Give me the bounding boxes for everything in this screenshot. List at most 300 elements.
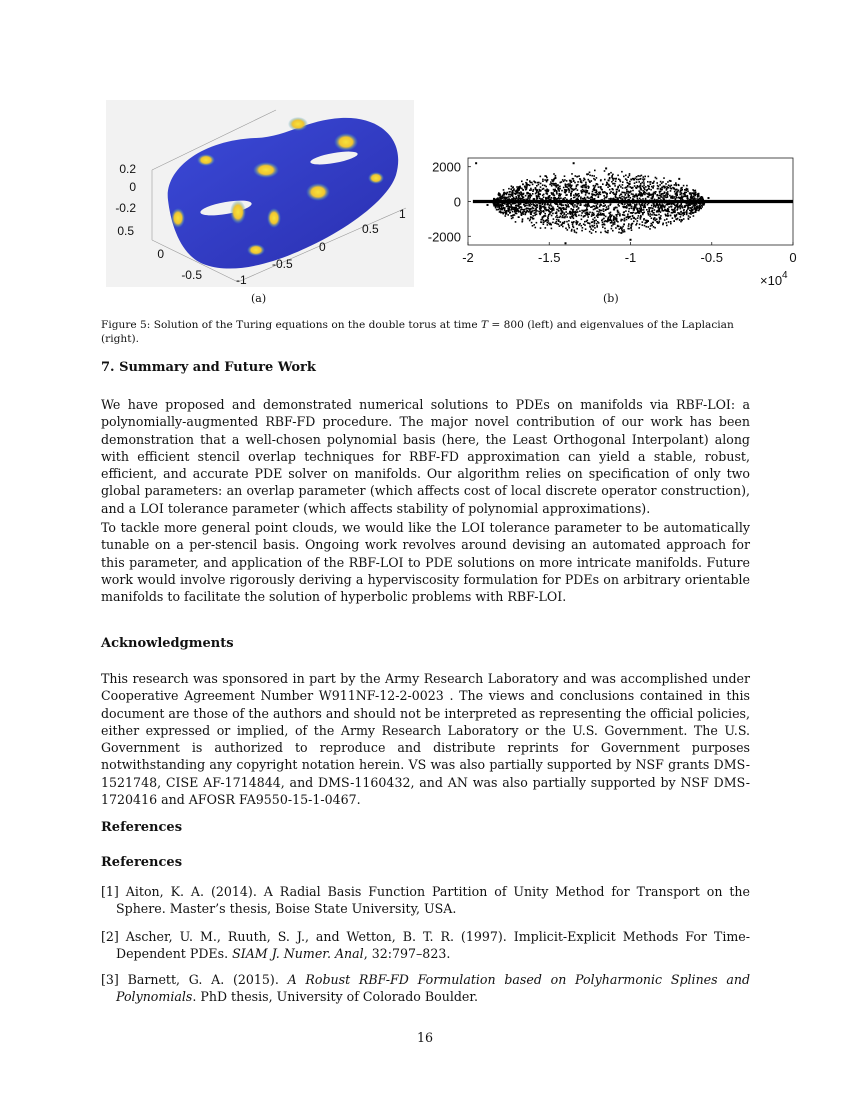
data-point [495,204,497,206]
data-point [674,210,676,212]
data-point [549,213,551,215]
data-point [559,225,561,227]
data-point [618,190,620,192]
data-point [556,223,558,225]
data-point [603,195,605,197]
data-point [538,184,540,186]
data-point [532,215,534,217]
data-point [562,179,564,181]
reference-item [101,928,750,963]
data-point [511,215,513,217]
data-point [622,187,624,189]
data-point [602,224,604,226]
y-tick-label: -2000 [427,229,461,245]
data-point [579,178,581,180]
data-point [657,204,659,206]
data-point [644,207,646,209]
data-point [533,205,535,207]
data-point [576,186,578,188]
data-point [638,211,640,213]
data-point [691,195,693,197]
eigenvalue-scatter [416,150,806,290]
data-point [596,223,598,225]
data-point [636,204,638,206]
data-point [501,204,503,206]
outlier-point [565,242,567,244]
data-point [581,225,583,227]
data-point [639,208,641,210]
data-point [626,189,628,191]
data-point [520,209,522,211]
data-point [560,182,562,184]
data-point [569,183,571,185]
data-point [624,203,626,205]
data-point [675,218,677,220]
data-point [655,191,657,193]
data-point [684,196,686,198]
data-point [638,227,640,229]
data-point [604,228,606,230]
data-point [612,224,614,226]
data-point [582,191,584,193]
data-point [660,204,662,206]
data-point [522,220,524,222]
data-point [675,193,677,195]
data-point [662,193,664,195]
data-point [653,185,655,187]
outlier-point [695,211,697,213]
data-point [560,221,562,223]
data-point [594,208,596,210]
data-point [516,198,518,200]
data-point [532,225,534,227]
data-point [608,173,610,175]
data-point [650,189,652,191]
data-point [555,203,557,205]
data-point [569,190,571,192]
data-point [601,210,603,212]
data-point [546,177,548,179]
data-point [587,197,589,199]
data-point [571,229,573,231]
data-point [556,215,558,217]
data-point [534,181,536,183]
reference-item [101,883,750,918]
data-point [561,210,563,212]
data-point [507,205,509,207]
data-point [680,216,682,218]
data-point [665,194,667,196]
data-point [644,194,646,196]
data-point [649,215,651,217]
data-point [632,194,634,196]
x-tick-label: -2 [462,250,474,265]
data-point [537,206,539,208]
data-point [515,190,517,192]
data-point [594,220,596,222]
data-point [618,178,620,180]
data-point [651,214,653,216]
data-point [594,227,596,229]
data-point [507,214,509,216]
data-point [648,226,650,228]
data-point [660,181,662,183]
data-point [642,213,644,215]
data-point [626,219,628,221]
data-point [640,207,642,209]
data-point [642,190,644,192]
data-point [558,197,560,199]
data-point [699,207,701,209]
data-point [629,195,631,197]
data-point [565,228,567,230]
data-point [557,204,559,206]
data-point [549,195,551,197]
data-point [610,217,612,219]
y-tick-label: -0.5 [181,268,202,282]
data-point [688,207,690,209]
data-point [577,221,579,223]
data-point [615,195,617,197]
data-point [697,195,699,197]
data-point [700,205,702,207]
data-point [614,185,616,187]
data-point [525,199,527,201]
data-point [624,219,626,221]
data-point [696,198,698,200]
data-point [647,196,649,198]
data-point [628,204,630,206]
data-point [614,209,616,211]
x-tick-label: 0.5 [362,222,379,236]
data-point [664,219,666,221]
data-point [603,210,605,212]
data-point [508,196,510,198]
data-point [680,187,682,189]
data-point [509,206,511,208]
data-point [526,192,528,194]
data-point [648,188,650,190]
data-point [543,222,545,224]
data-point [511,192,513,194]
data-point [692,209,694,211]
data-point [643,182,645,184]
data-point [565,208,567,210]
data-point [596,189,598,191]
data-point [637,196,639,198]
data-point [525,195,527,197]
data-point [542,195,544,197]
data-point [686,214,688,216]
data-point [581,212,583,214]
data-point [670,223,672,225]
data-point [587,206,589,208]
data-point [607,208,609,210]
data-point [628,216,630,218]
data-point [611,181,613,183]
outlier-point [605,167,607,169]
data-point [557,206,559,208]
data-point [584,179,586,181]
data-point [529,220,531,222]
data-point [515,212,517,214]
data-point [578,193,580,195]
data-point [638,181,640,183]
data-point [594,222,596,224]
data-point [643,187,645,189]
data-point [566,221,568,223]
data-point [670,215,672,217]
data-point [639,203,641,205]
data-point [607,217,609,219]
data-point [627,214,629,216]
data-point [540,186,542,188]
data-point [630,197,632,199]
caption-prefix: Figure 5: Solution of the Turing equations on the double torus at time [101,319,481,331]
x-tick-label: -1.5 [538,250,561,265]
data-point [529,197,531,199]
data-point [514,209,516,211]
data-point [616,198,618,200]
data-point [625,186,627,188]
data-point [676,195,678,197]
outlier-point [573,162,575,164]
outlier-point [487,204,489,206]
data-point [612,179,614,181]
data-point [600,194,602,196]
data-point [638,179,640,181]
data-point [620,186,622,188]
data-point [522,211,524,213]
data-point [587,190,589,192]
data-point [639,185,641,187]
data-point [669,180,671,182]
data-point [590,206,592,208]
data-point [548,215,550,217]
data-point [529,194,531,196]
data-point [545,190,547,192]
data-point [563,223,565,225]
data-point [694,204,696,206]
data-point [581,186,583,188]
data-point [631,225,633,227]
data-point [633,217,635,219]
data-point [506,211,508,213]
reference-text: [2] Ascher, U. M., Ruuth, S. J., and Wetton, B. T. R. (1997). Implicit-Explicit Methods For Time-Dependent PDEs. [101,929,750,962]
data-point [678,184,680,186]
data-point [695,192,697,194]
data-point [570,198,572,200]
data-point [696,203,698,205]
data-point [686,185,688,187]
x-tick-label: -1 [236,273,247,287]
data-point [682,196,684,198]
reference-details: , 32:797–823. [363,946,451,962]
data-point [588,197,590,199]
data-point [657,221,659,223]
data-point [574,189,576,191]
data-point [568,185,570,187]
data-point [604,224,606,226]
reference-journal: SIAM J. Numer. Anal [232,946,364,962]
data-point [543,188,545,190]
data-point [521,207,523,209]
data-point [521,195,523,197]
data-point [616,189,618,191]
data-point [537,182,539,184]
data-point [553,195,555,197]
data-point [551,215,553,217]
data-point [561,190,563,192]
y-tick-label: 0 [157,247,164,261]
data-point [609,220,611,222]
data-point [691,211,693,213]
data-point [576,228,578,230]
data-point [688,215,690,217]
data-point [642,198,644,200]
data-point [573,178,575,180]
data-point [568,225,570,227]
data-point [589,226,591,228]
data-point [582,227,584,229]
data-point [557,217,559,219]
data-point [585,204,587,206]
data-point [610,198,612,200]
data-point [620,181,622,183]
data-point [647,204,649,206]
data-point [539,206,541,208]
data-point [576,232,578,234]
data-point [571,222,573,224]
data-point [531,208,533,210]
data-point [504,196,506,198]
data-point [501,209,503,211]
data-point [534,212,536,214]
data-point [583,216,585,218]
data-point [633,209,635,211]
data-point [558,220,560,222]
data-point [551,228,553,230]
data-point [614,183,616,185]
data-point [498,206,500,208]
data-point [694,193,696,195]
data-point [517,198,519,200]
data-point [680,211,682,213]
data-point [509,212,511,214]
data-point [536,222,538,224]
data-point [585,228,587,230]
data-point [536,185,538,187]
data-point [559,204,561,206]
data-point [589,223,591,225]
data-point [596,205,598,207]
data-point [641,209,643,211]
data-point [654,227,656,229]
data-point [578,207,580,209]
data-point [622,184,624,186]
data-point [610,172,612,174]
x-tick-label: 0 [319,240,326,254]
data-point [564,189,566,191]
reference-title: A Robust RBF-FD Formulation based on Polyharmonic Splines and Polynomials [116,972,751,1005]
data-point [569,212,571,214]
data-point [511,206,513,208]
data-point [522,218,524,220]
data-point [561,224,563,226]
data-point [510,194,512,196]
data-point [643,184,645,186]
data-point [600,213,602,215]
data-point [620,194,622,196]
data-point [639,224,641,226]
data-point [550,203,552,205]
data-point [573,221,575,223]
data-point [540,183,542,185]
data-point [653,203,655,205]
data-point [604,204,606,206]
data-point [586,192,588,194]
outlier-point [678,178,680,180]
data-point [679,219,681,221]
data-point [605,216,607,218]
reference-text: [3] Barnett, G. A. (2015). [101,972,288,987]
data-point [565,211,567,213]
outlier-point [508,209,510,211]
data-point [659,203,661,205]
data-point [656,214,658,216]
data-point [523,213,525,215]
data-point [524,211,526,213]
references-subheading: References [101,855,183,870]
data-point [536,204,538,206]
data-point [624,218,626,220]
data-point [584,221,586,223]
data-point [672,212,674,214]
data-point [564,179,566,181]
data-point [535,211,537,213]
data-point [542,180,544,182]
data-point [540,212,542,214]
data-point [622,231,624,233]
data-point [663,177,665,179]
data-point [683,185,685,187]
data-point [677,191,679,193]
data-point [591,222,593,224]
data-point [615,227,617,229]
data-point [520,191,522,193]
x-axis-multiplier: ×10 [760,273,783,288]
data-point [689,207,691,209]
data-point [669,185,671,187]
data-point [563,207,565,209]
data-point [533,218,535,220]
data-point [640,215,642,217]
data-point [577,181,579,183]
data-point [581,230,583,232]
data-point [555,175,557,177]
data-point [655,205,657,207]
data-point [560,216,562,218]
data-point [629,186,631,188]
data-point [566,216,568,218]
figure-b-eigenvalue-plot [416,150,806,290]
data-point [625,175,627,177]
data-point [628,223,630,225]
data-point [594,170,596,172]
data-point [547,222,549,224]
data-point [516,186,518,188]
data-point [540,176,542,178]
